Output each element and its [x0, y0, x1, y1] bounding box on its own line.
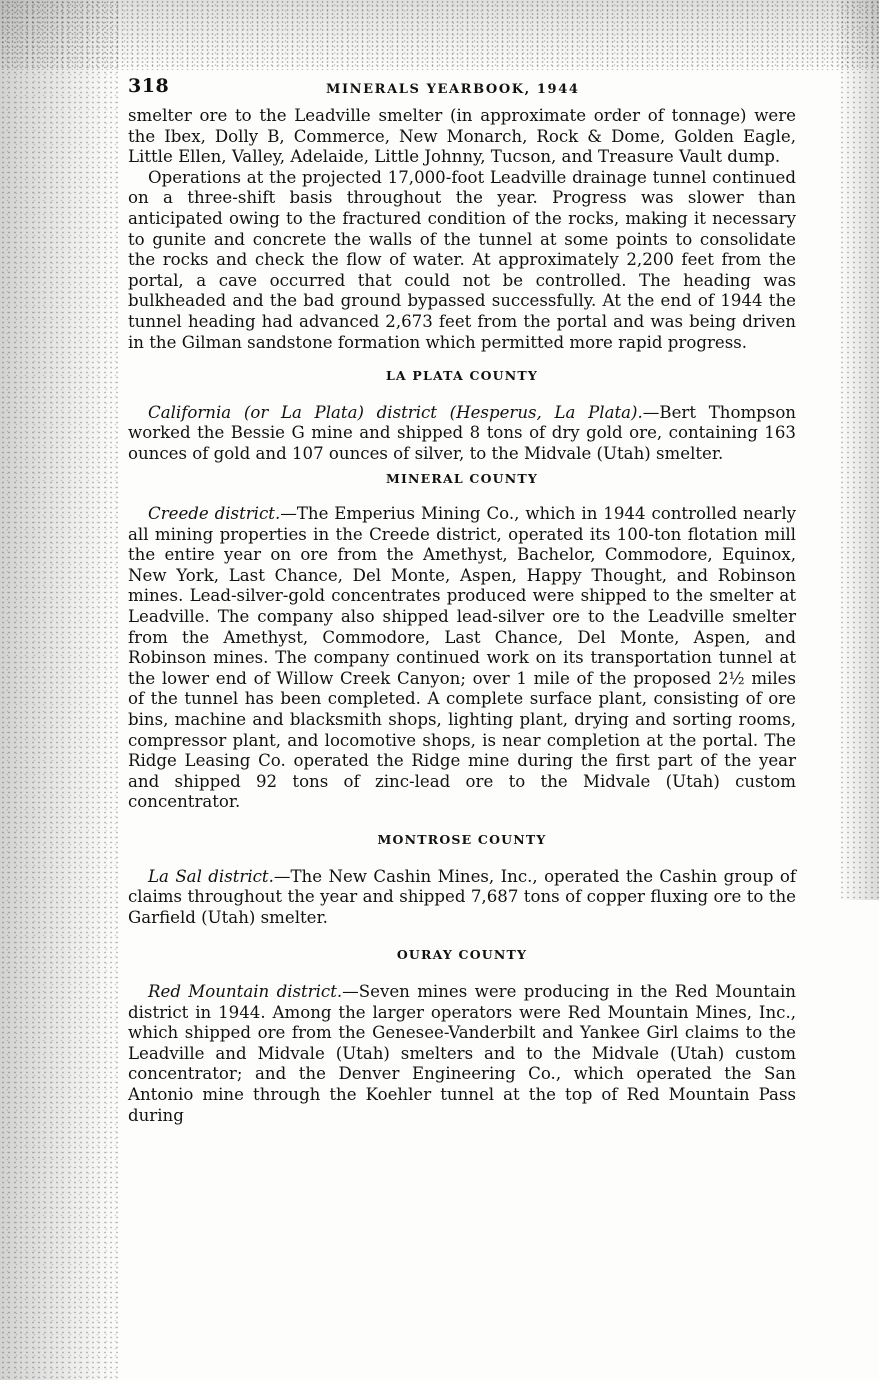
running-title: MINERALS YEARBOOK, 1944 — [326, 82, 580, 97]
district-text: —The New Cashin Mines, Inc., operated the Cashin group of claims throughout the year and shipped 7,687 tons of copper fluxing ore to the Garfield (Utah) smelter. — [128, 866, 796, 927]
paragraph-la-plata — [128, 403, 796, 465]
paragraph-montrose — [128, 867, 796, 929]
heading-la-plata-county: LA PLATA COUNTY — [385, 368, 539, 384]
page-number: 318 — [128, 75, 170, 97]
district-text: —Bert Thompson worked the Bessie G mine and shipped 8 tons of dry gold ore, containing 163 ounces of gold and 107 ounces of silver, to the Midvale (Utah) smelter. — [128, 402, 796, 463]
district-text: —The Emperius Mining Co., which in 1944 controlled nearly all mining properties in the Creede district, operated its 100-ton flotation mill the entire year on ore from the Amethyst, Bachelor, Commodore, Equinox, New York, Last Chance, Del Monte, Aspen, Happy Thought, and Robinson mines. Lead-silver-gold concentrates produced were shipped to the smelter at Leadville. The company also shipped lead-silver ore to the Leadville smelter from the Amethyst, Commodore, Last Chance, Del Monte, Aspen, and Robinson mines. The company continued work on its transportation tunnel at the lower end of Willow Creek Canyon; over 1 mile of the proposed 2½ miles of the tunnel has been completed. A complete surface plant, consisting of ore bins, machine and blacksmith shops, lighting plant, drying and sorting rooms, compressor plant, and locomotive shops, is near completion at the portal. The Ridge Leasing Co. operated the Ridge mine during the first part of the year and shipped 92 tons of zinc-lead ore to the Midvale (Utah) custom concentrator. — [128, 504, 796, 812]
paragraph-intro-continued: smelter ore to the Leadville smelter (in approximate order of tonnage) were the Ibex, Dolly B, Commerce, New Monarch, Rock & Dome, Golden Eagle, Little Ellen, Valley, Adelaide, Little Johnny, Tucson, and Treasure Vault dump. — [128, 106, 796, 167]
paragraph-ouray — [128, 982, 796, 1126]
text-column — [128, 76, 796, 1126]
district-name: Creede district. — [148, 504, 281, 524]
paragraph-mineral — [128, 504, 796, 813]
district-name: La Sal district. — [148, 866, 274, 886]
running-head — [128, 76, 796, 106]
scan-noise-right — [839, 0, 879, 900]
heading-mineral-county: MINERAL COUNTY — [385, 470, 539, 486]
district-name: California (or La Plata) district (Hesperus, La Plata). — [148, 402, 643, 422]
scan-noise-top — [0, 0, 879, 70]
district-name: Red Mountain district. — [148, 981, 343, 1001]
district-text: —Seven mines were producing in the Red Mountain district in 1944. Among the larger operators were Red Mountain Mines, Inc., which shipped ore from the Genesee-Vanderbilt and Yankee Girl claims to the Leadville and Midvale (Utah) smelters and to the Midvale (Utah) custom concentrator; and the Denver Engineering Co., which operated the San Antonio mine through the Koehler tunnel at the top of Red Mountain Pass during — [128, 981, 796, 1125]
heading-ouray-county: OURAY COUNTY — [396, 947, 528, 963]
scan-noise-left — [0, 0, 120, 1380]
paragraph-drainage-tunnel: Operations at the projected 17,000-foot Leadville drainage tunnel continued on a three-shift basis throughout the year. Progress was slower than anticipated owing to the fractured condition of the rocks, making it necessary to gunite and concrete the walls of the tunnel at some points to consolidate the rocks and check the flow of water. At approximately 2,200 feet from the portal, a cave occurred that could not be controlled. The heading was bulkheaded and the bad ground bypassed successfully. At the end of 1944 the tunnel heading had advanced 2,673 feet from the portal and was being driven in the Gilman sandstone formation which permitted more rapid progress. — [128, 167, 796, 352]
heading-montrose-county: MONTROSE COUNTY — [377, 832, 547, 847]
